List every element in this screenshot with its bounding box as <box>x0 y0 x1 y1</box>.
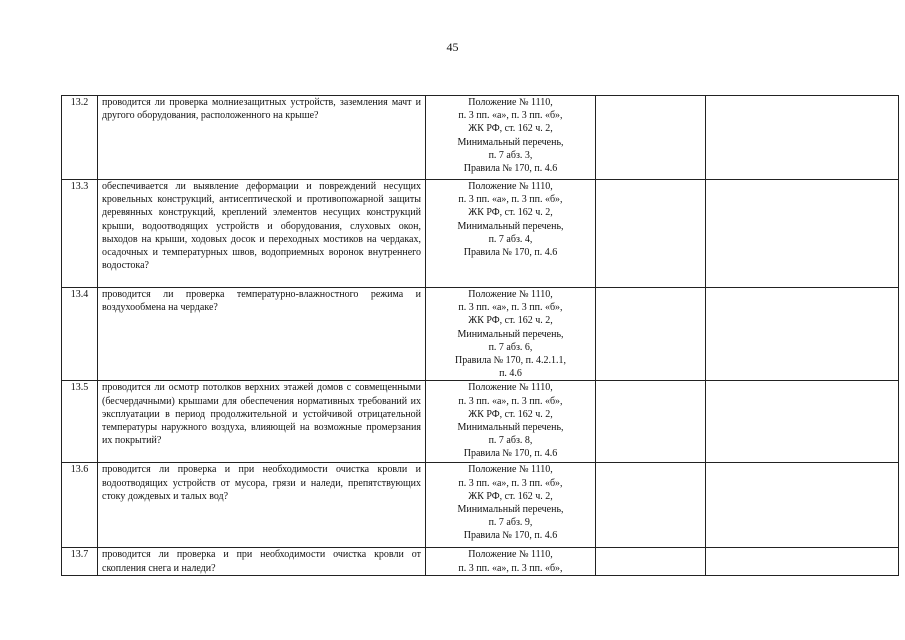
reference-line: Положение № 1110, <box>468 464 553 476</box>
table-row <box>62 288 899 381</box>
reference-line: ЖК РФ, ст. 162 ч. 2, <box>468 490 553 502</box>
answer-cell[interactable] <box>596 548 706 575</box>
legal-references <box>426 96 596 180</box>
table-row <box>62 180 899 288</box>
reference-line: п. 7 абз. 6, <box>488 341 533 353</box>
answer-cell[interactable] <box>596 180 706 288</box>
question-text: проводится ли проверка температурно-влажностного режима и воздухообмена на чердаке? <box>98 288 426 381</box>
legal-references <box>426 288 596 381</box>
question-text: проводится ли проверка и при необходимости очистка кровли и водоотводящих устройств от мусора, грязи и наледи, препятствующих стоку дождевых и талых вод? <box>98 463 426 548</box>
reference-line: Правила № 170, п. 4.2.1.1, <box>454 355 567 367</box>
legal-references <box>426 548 596 575</box>
item-number: 13.6 <box>62 463 98 548</box>
reference-line: Минимальный перечень, <box>457 504 564 516</box>
reference-line: Положение № 1110, <box>468 181 553 192</box>
reference-line: п. 3 пп. «а», п. 3 пп. «б», <box>458 110 563 122</box>
note-cell[interactable] <box>706 180 899 288</box>
table-row <box>62 548 899 575</box>
reference-line: Положение № 1110, <box>468 289 553 300</box>
reference-line: п. 3 пп. «а», п. 3 пп. «б», <box>458 562 563 574</box>
reference-line: п. 3 пп. «а», п. 3 пп. «б», <box>458 477 563 489</box>
reference-line: п. 4.6 <box>499 368 522 380</box>
page-number: 45 <box>446 40 459 54</box>
note-cell[interactable] <box>706 288 899 381</box>
question-text: проводится ли проверка молниезащитных устройств, заземления мачт и другого оборудования, расположенного на крыше? <box>98 96 426 180</box>
item-number: 13.4 <box>62 288 98 381</box>
item-number: 13.7 <box>62 548 98 575</box>
note-cell[interactable] <box>706 381 899 463</box>
reference-line: п. 7 абз. 4, <box>488 233 533 245</box>
reference-line: п. 3 пп. «а», п. 3 пп. «б», <box>458 302 563 314</box>
answer-cell[interactable] <box>596 288 706 381</box>
legal-references <box>426 180 596 288</box>
table-row <box>62 381 899 463</box>
reference-line: Положение № 1110, <box>468 97 553 108</box>
reference-line: п. 3 пп. «а», п. 3 пп. «б», <box>458 194 563 206</box>
question-text: проводится ли осмотр потолков верхних этажей домов с совмещенными (бесчердачными) крышами для обеспечения нормативных требований их эксплуатации в период продолжительной и устойчивой отрицательной температуры наружного воздуха, влияющей на возможные промерзания их покрытий? <box>98 381 426 463</box>
reference-line: Правила № 170, п. 4.6 <box>463 247 558 259</box>
reference-line: ЖК РФ, ст. 162 ч. 2, <box>468 315 553 327</box>
reference-line: Минимальный перечень, <box>457 422 564 434</box>
question-text: обеспечивается ли выявление деформации и повреждений несущих кровельных конструкций, антисептической и противопожарной защиты деревянных конструкций, креплений элементов несущих конструкций крыши, водоотводящих устройств и оборудования, слуховых окон, выходов на крыши, ходовых досок и переходных мостиков на чердаках, осадочных и температурных швов, водоприемных воронок внутреннего водостока? <box>98 180 426 288</box>
answer-cell[interactable] <box>596 96 706 180</box>
reference-line: Минимальный перечень, <box>457 328 564 340</box>
answer-cell[interactable] <box>596 381 706 463</box>
reference-line: ЖК РФ, ст. 162 ч. 2, <box>468 207 553 219</box>
item-number: 13.3 <box>62 180 98 288</box>
reference-line: Положение № 1110, <box>468 382 553 394</box>
legal-references <box>426 381 596 463</box>
reference-line: п. 7 абз. 9, <box>488 517 533 529</box>
checklist-table <box>61 95 899 576</box>
reference-line: Положение № 1110, <box>468 549 553 561</box>
reference-line: Правила № 170, п. 4.6 <box>463 448 558 460</box>
reference-line: п. 3 пп. «а», п. 3 пп. «б», <box>458 395 563 407</box>
item-number: 13.2 <box>62 96 98 180</box>
table-row <box>62 96 899 180</box>
note-cell[interactable] <box>706 463 899 548</box>
note-cell[interactable] <box>706 96 899 180</box>
reference-line: п. 7 абз. 8, <box>488 435 533 447</box>
reference-line: Правила № 170, п. 4.6 <box>463 163 558 175</box>
reference-line: п. 7 абз. 3, <box>488 149 533 161</box>
question-text: проводится ли проверка и при необходимости очистка кровли от скопления снега и наледи? <box>98 548 426 575</box>
reference-line: Правила № 170, п. 4.6 <box>463 530 558 542</box>
reference-line: Минимальный перечень, <box>457 136 564 148</box>
reference-line: Минимальный перечень, <box>457 220 564 232</box>
table-row <box>62 463 899 548</box>
note-cell[interactable] <box>706 548 899 575</box>
reference-line: ЖК РФ, ст. 162 ч. 2, <box>468 408 553 420</box>
reference-line: ЖК РФ, ст. 162 ч. 2, <box>468 123 553 135</box>
answer-cell[interactable] <box>596 463 706 548</box>
item-number: 13.5 <box>62 381 98 463</box>
legal-references <box>426 463 596 548</box>
